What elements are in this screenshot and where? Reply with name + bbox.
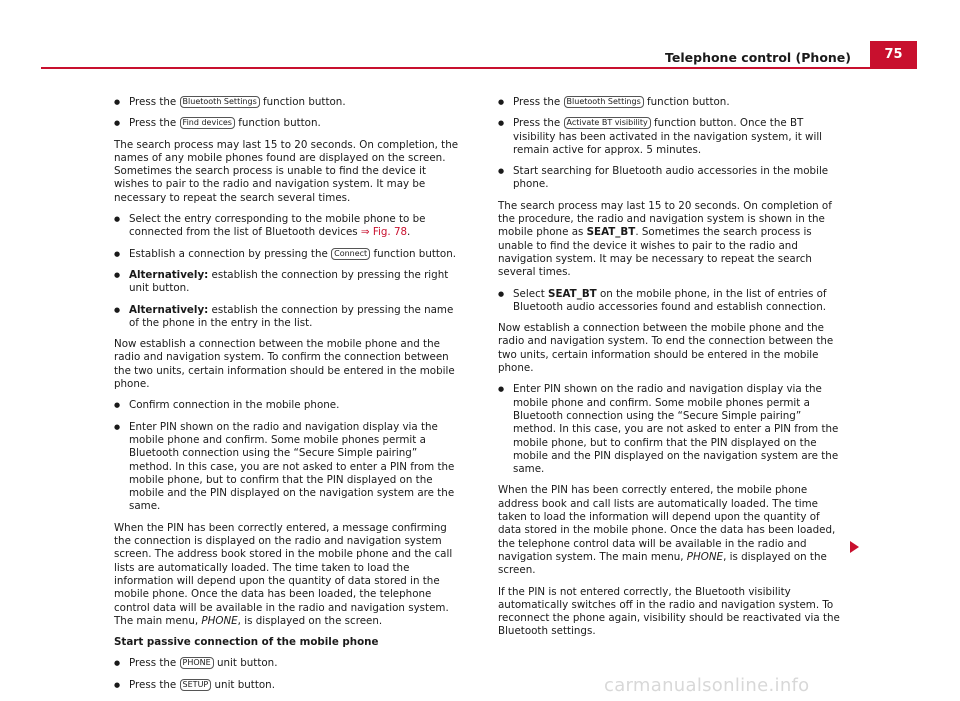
list-item: ● Alternatively: establish the connection by pressing the name of the phone in the entry in the list. <box>114 304 461 331</box>
figure-link[interactable]: ⇒ Fig. 78 <box>360 226 408 239</box>
list-item: ● Press the SETUP unit button. <box>114 679 461 692</box>
phone-key: PHONE <box>180 657 214 669</box>
paragraph: Now establish a connection between the mobile phone and the radio and navigation system. To confirm the connection between the two units, certain information should be entered in the mobile phone. <box>114 338 455 391</box>
list-item: ● Enter PIN shown on the radio and navigation display via the mobile phone and confirm. Some mobile phones permit a Bluetooth connection using the “Secure Simple pairing” method. In this case, you are not asked to enter a PIN from the mobile phone, but to confirm that the PIN displayed on the mobile and the PIN displayed on the navigation system are the same. <box>498 383 845 476</box>
paragraph: When the PIN has been correctly entered, a message confirming the connection is displayed on the radio and navigation system screen. The address book stored in the mobile phone and the call lists are automatically loaded. The time taken to load the information will depend upon the quantity of data stored in the mobile phone. Once the data has been loaded, the telephone control data will be available in the radio and navigation system. The main menu, PHONE, is displayed on the screen. <box>114 521 453 627</box>
list-item: ● Select the entry corresponding to the mobile phone to be connected from the list of Bluetooth devices ⇒ Fig. 78. <box>114 213 461 240</box>
page-header-title: Telephone control (Phone) <box>665 50 851 65</box>
section-heading: Start passive connection of the mobile phone <box>114 636 379 649</box>
list-item: ● Alternatively: establish the connection by pressing the right unit button. <box>114 269 461 296</box>
list-item: ● Establish a connection by pressing the Connect function button. <box>114 248 461 261</box>
list-item: ● Confirm connection in the mobile phone. <box>114 399 461 412</box>
list-item: ● Press the Find devices function button. <box>114 117 461 130</box>
right-column <box>498 96 845 647</box>
continue-arrow-icon <box>850 541 859 553</box>
setup-key: SETUP <box>180 679 212 691</box>
find-devices-key: Find devices <box>180 117 235 129</box>
connect-key: Connect <box>331 248 370 260</box>
list-item: ● Start searching for Bluetooth audio accessories in the mobile phone. <box>498 165 845 192</box>
paragraph: The search process may last 15 to 20 seconds. On completion of the procedure, the radio and navigation system is shown in the mobile phone as SEAT_BT. Sometimes the search process is unable to find the device it wishes to pair to the radio and navigation system. It may be necessary to repeat the search several times. <box>498 199 832 279</box>
bluetooth-settings-key: Bluetooth Settings <box>180 96 260 108</box>
list-item: ● Press the Bluetooth Settings function button. <box>114 96 461 109</box>
activate-bt-visibility-key: Activate BT visibility <box>564 117 651 129</box>
paragraph: If the PIN is not entered correctly, the Bluetooth visibility automatically switches off in the radio and navigation system. To reconnect the phone again, visibility should be reactivated via the Bluetooth settings. <box>498 585 840 638</box>
bluetooth-settings-key: Bluetooth Settings <box>564 96 644 108</box>
list-item: ● Press the Activate BT visibility function button. Once the BT visibility has been activated in the navigation system, it will remain active for approx. 5 minutes. <box>498 117 845 157</box>
page-number: 75 <box>870 41 917 67</box>
left-column <box>114 96 461 700</box>
paragraph: When the PIN has been correctly entered, the mobile phone address book and call lists are automatically loaded. The time taken to load the information will depend upon the quantity of data stored in the mobile phone. Once the data has been loaded, the telephone control data will be available in the radio and navigation system. The main menu, PHONE, is displayed on the screen. <box>498 484 836 577</box>
paragraph: Now establish a connection between the mobile phone and the radio and navigation system. To end the connection between the two units, certain information should be entered in the mobile phone. <box>498 322 834 375</box>
list-item: ● Select SEAT_BT on the mobile phone, in the list of entries of Bluetooth audio accessories found and establish connection. <box>498 288 845 315</box>
list-item: ● Press the PHONE unit button. <box>114 657 461 670</box>
paragraph: The search process may last 15 to 20 seconds. On completion, the names of any mobile phones found are displayed on the screen. Sometimes the search process is unable to find the device it wishes to pair to the radio and navigation system. It may be necessary to repeat the search several times. <box>114 138 459 204</box>
watermark: carmanualsonline.info <box>604 675 810 696</box>
header-rule <box>41 67 917 69</box>
list-item: ● Enter PIN shown on the radio and navigation display via the mobile phone and confirm. Some mobile phones permit a Bluetooth connection using the “Secure Simple pairing” method. In this case, you are not asked to enter a PIN from the mobile phone, but to confirm that the PIN displayed on the mobile and the PIN displayed on the navigation system are the same. <box>114 421 461 514</box>
list-item: ● Press the Bluetooth Settings function button. <box>498 96 845 109</box>
